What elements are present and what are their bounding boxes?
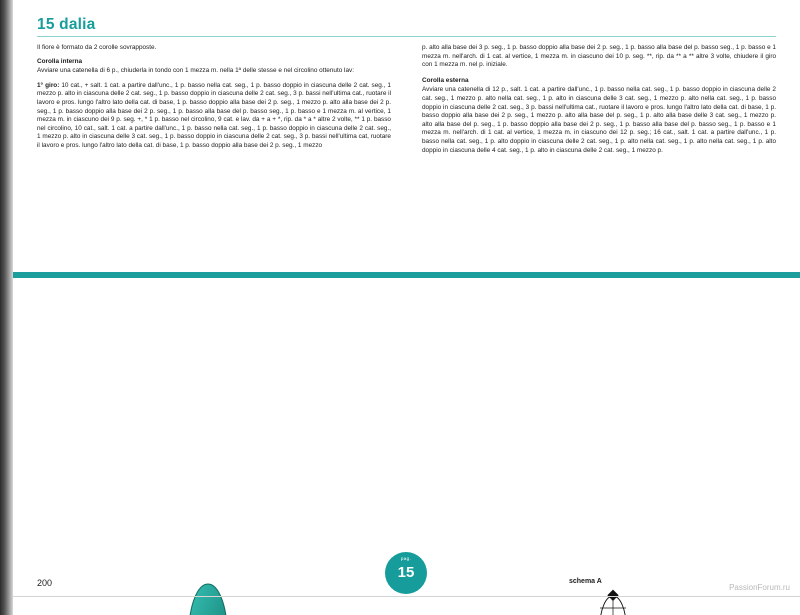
round1-text: 10 cat., + salt. 1 cat. a partire dall'unc., 1 p. basso nella cat. seg., 1 p. basso doppio in ciascuna delle 2 cat. seg., 1 mezzo p. alto in ciascuna delle 2 cat. seg., 1 p. basso doppio in ciascuna delle 2 cat. seg., 3 p. bassi nell'ultima cat., ruotare il lavoro e pros. lungo l'altro lato della cat. di base, 1 p. basso doppio alla base dei 2 p. seg., 1 mezzo p. alto alla base dei 2 p. seg., 1 p. basso doppio alla base dei 2 p. seg., 1 p. basso alla base del p. basso seg., 1 p. basso e 1 mezza m. al vertice, 1 mezza m. in ciascuno dei 9 p. seg. +, * 1 p. basso nel circolino, 9 cat. e lav. da + a + *, rip. da * a * altre 2 volte, ** 1 p. basso nel circolino, 10 cat., salt. 1 cat. a partire dall'unc., 1 p. basso nella cat. seg., 1 p. basso doppio in ciascuna delle 2 cat. seg., 1 mezzo p. alto in ciascuna delle 3 cat. seg., 1 p. basso doppio in ciascuna delle 2 cat. seg., 3 p. bassi nell'ultima cat, ruotare il lavoro e pros. lungo l'altro lato della cat. di base, 1 p. basso doppio alla base dei 2 p. seg., 1 mezzo bbox=[37, 81, 391, 149]
crochet-schema-diagram bbox=[453, 588, 773, 615]
figure-caption: schema A bbox=[569, 578, 602, 585]
continuation-paragraph: p. alto alla base dei 3 p. seg., 1 p. basso doppio alla base dei 2 p. seg., 1 p. basso alla base del p. basso seg., 1 p. basso e 1 mezza m. nell'arch. di 1 cat. al vertice, 1 mezza m. in ciascuno dei 10 p. seg. **, rip. da ** a ** altre 3 volte, chiudere il giro con 1 mezza m. nel p. iniziale. bbox=[422, 44, 776, 69]
round1-label: 1° giro: bbox=[37, 81, 60, 89]
badge-top-label: pag. bbox=[400, 556, 412, 561]
intro-paragraph: Il fiore è formato da 2 corolle sovrapposte. bbox=[37, 44, 157, 51]
page-badge bbox=[385, 552, 427, 594]
footer-divider bbox=[13, 596, 800, 597]
page-content bbox=[13, 0, 800, 615]
watermark-text: PassionForum.ru bbox=[729, 583, 790, 592]
left-text-column bbox=[37, 44, 391, 151]
right-text-column bbox=[422, 44, 776, 155]
page-spine-edge bbox=[0, 0, 13, 615]
section-heading-corolla-esterna: Corolla esterna bbox=[422, 76, 469, 84]
badge-number: 15 bbox=[397, 564, 415, 581]
round1-paragraph bbox=[37, 82, 391, 151]
page-number: 200 bbox=[37, 578, 53, 588]
section2-text: Avviare una catenella di 12 p., salt. 1 cat. a partire dall'unc., 1 p. basso nella cat. seg., 1 p. basso doppio in ciascuna delle 2 cat. seg., 1 mezzo p. alto nella cat. seg., 1 p. alto in ciascuna delle 3 cat. seg., 1 mezzo p. alto nella cat. seg., 1 p. basso doppio in ciascuna delle 2 cat. seg., 3 p. bassi nell'ultima cat., ruotare il lavoro e pros. lungo l'altro lato della cat. di base, 1 p. basso doppio alla base dei 2 p. seg., 1 mezzo p. alto alla base del p. seg., 1 p. alto alla base delle 3 cat. seg., 1 mezzo p. alto alla base del p. seg., 1 p. basso doppio alla base dei 2 p. seg., 1 p. basso alla base del p. basso seg., 1 p. basso e 1 mezza m. nell'arch. di 1 cat. al vertice, 1 mezza m. in ciascuno dei 12 p. seg.; 16 cat., salt. 1 cat. a partire dall'unc., 1 p. basso nella cat. seg., 1 p. alto doppio in ciascuna delle 2 cat. seg., 1 p. alto nella cat. seg., 1 p. alto nella cat. seg., 1 p. alto doppio in ciascuna delle 4 cat. seg., 1 p. alto in ciascuna delle 2 cat. seg., 1 mezzo p. bbox=[422, 86, 776, 154]
title-divider bbox=[37, 36, 776, 37]
page-title: 15 dalia bbox=[37, 16, 96, 33]
schema-svg bbox=[453, 588, 773, 615]
section1-intro: Avviare una catenella di 6 p., chiuderla in tondo con 1 mezza m. nella 1ª delle stesse e nel circolino ottenuto lav: bbox=[37, 67, 354, 75]
start-marker bbox=[626, 611, 668, 615]
section-heading-corolla-interna: Corolla interna bbox=[37, 57, 83, 65]
